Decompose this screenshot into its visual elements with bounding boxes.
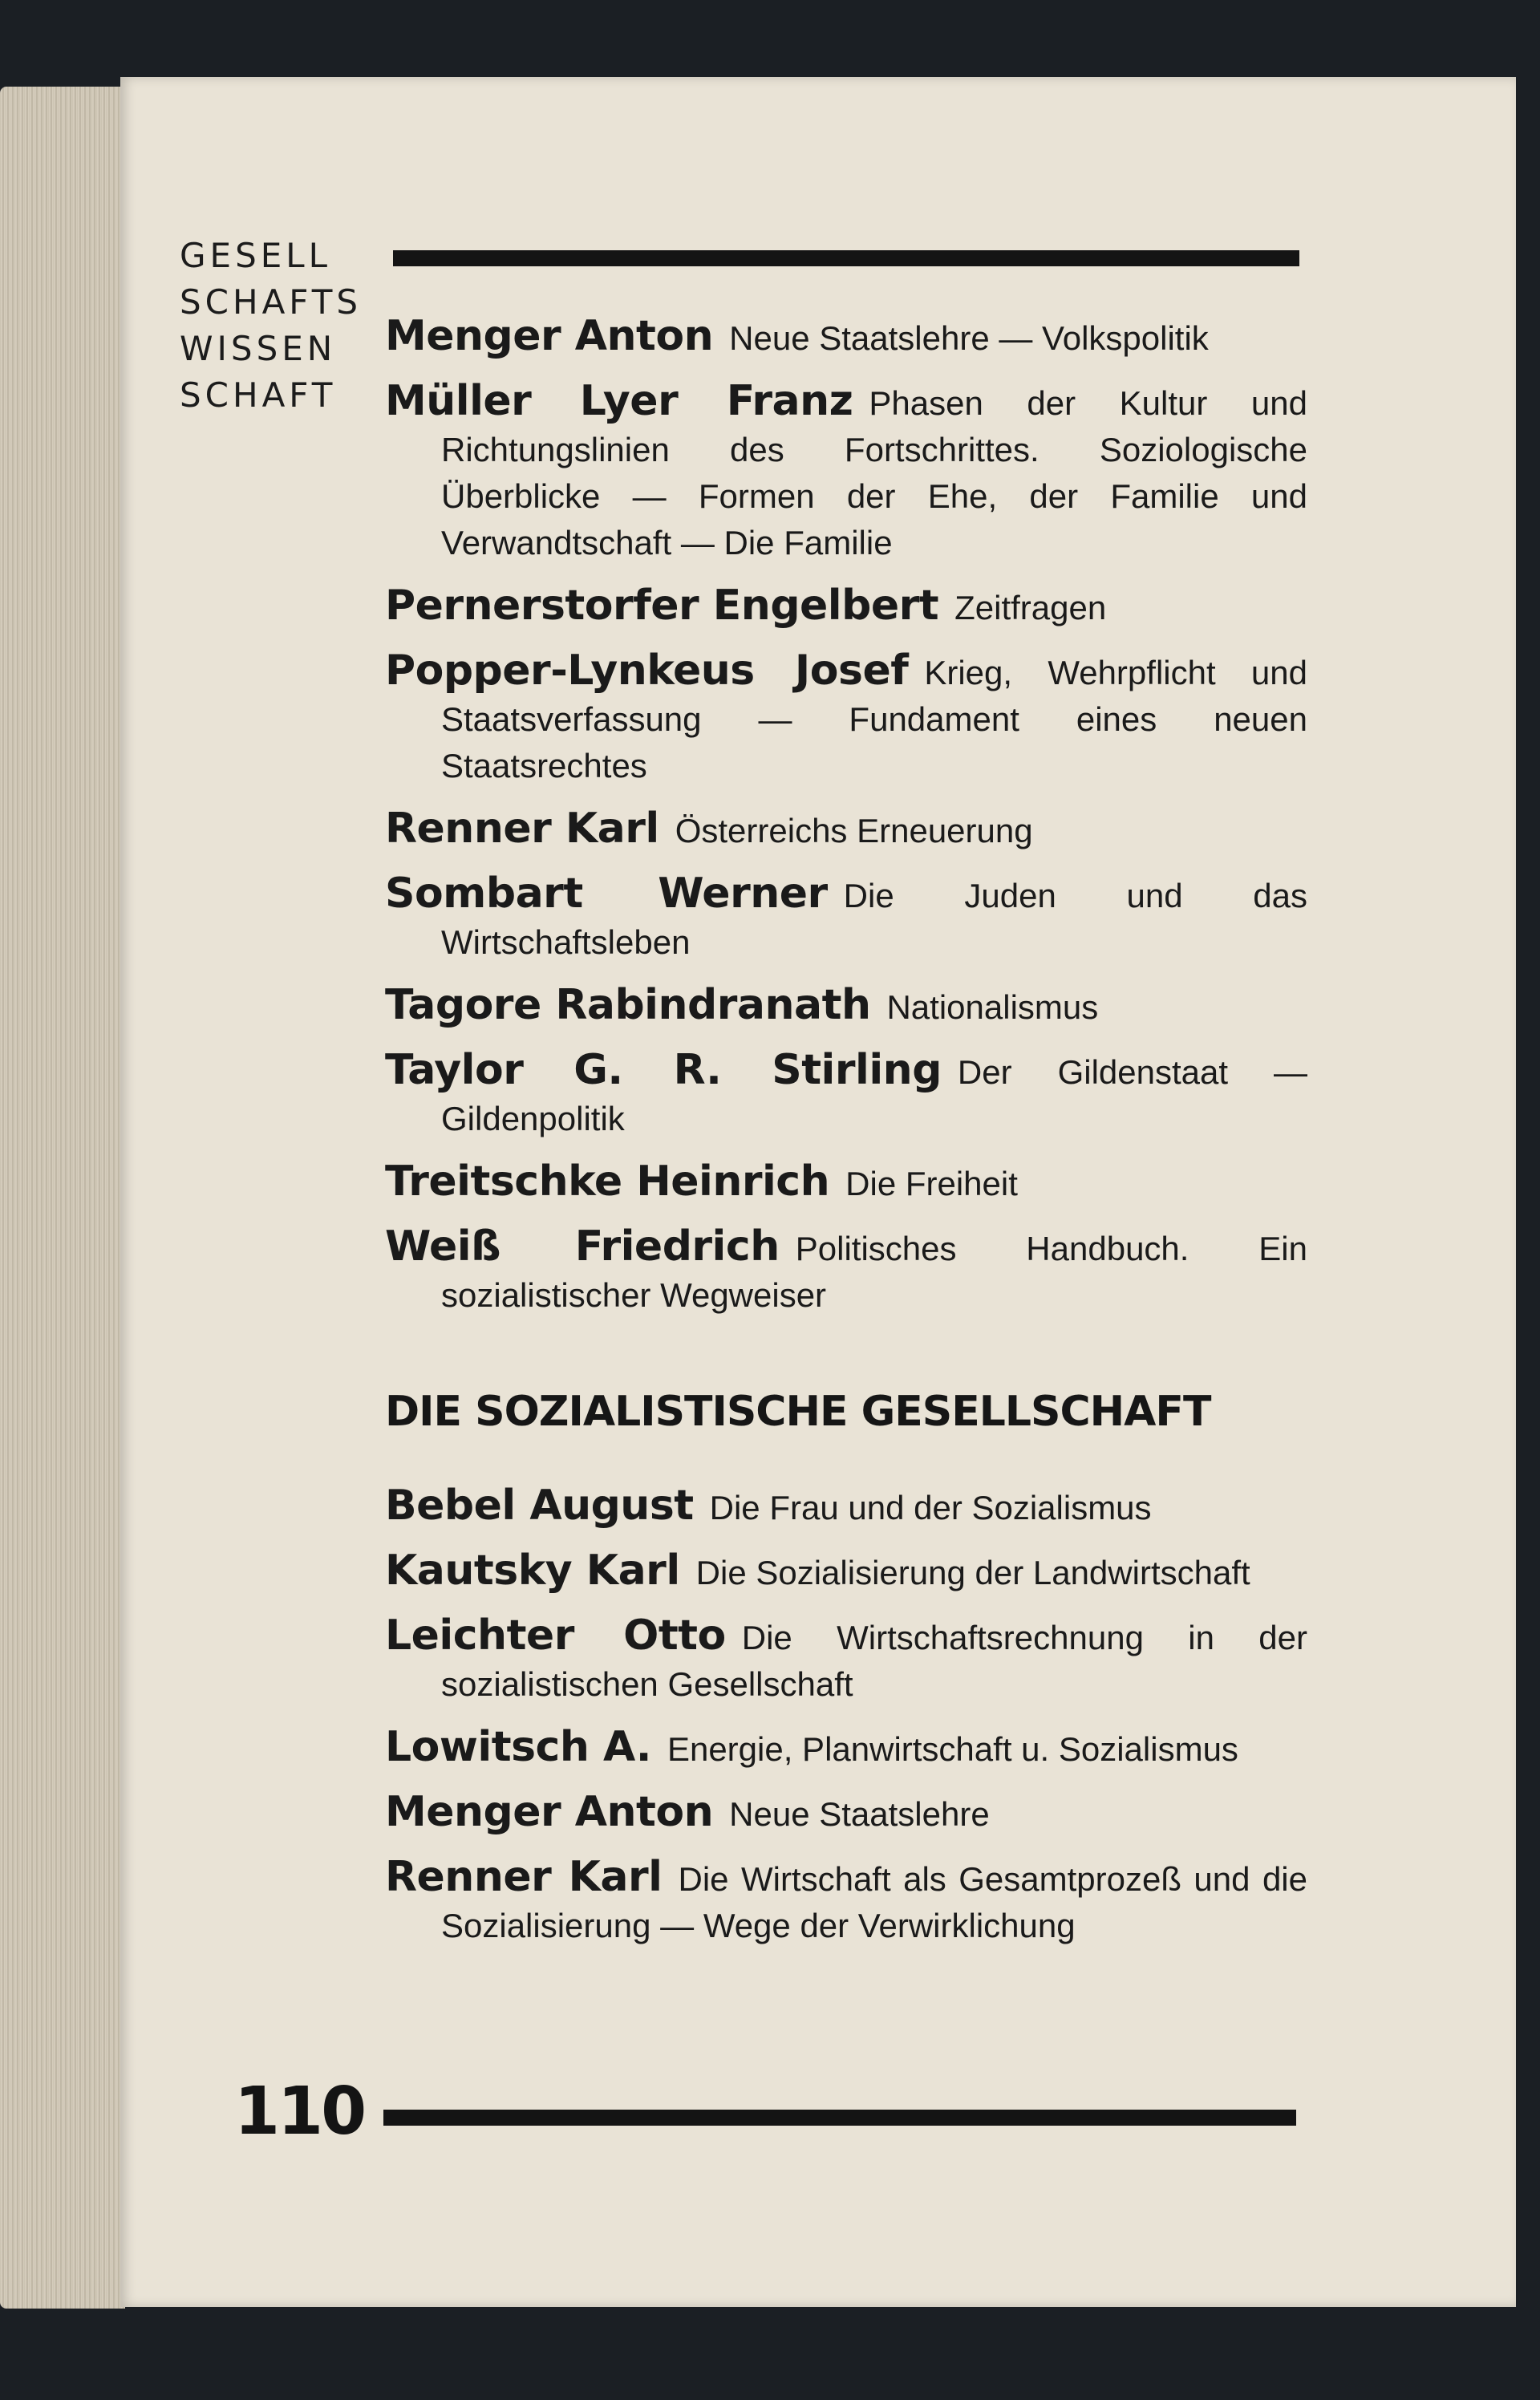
entry-author: Menger Anton [385, 1788, 714, 1836]
list-item [385, 805, 1307, 854]
entry-works: Die Freiheit [845, 1165, 1018, 1202]
entry-works: Krieg, Wehrpflicht und Staatsverfassung — Fundament eines neuen Staatsrechtes [441, 654, 1307, 784]
entry-author: Popper-Lynkeus Josef [385, 647, 909, 695]
list-item [385, 1047, 1307, 1142]
entry-author: Renner Karl [385, 805, 659, 853]
entry-author: Leichter Otto [385, 1611, 726, 1660]
entry-author: Treitschke Heinrich [385, 1157, 830, 1206]
entry-works: Politisches Handbuch. Ein sozialistischer Wegweiser [441, 1230, 1307, 1314]
bibliography-list [385, 313, 1307, 1965]
entry-author: Lowitsch A. [385, 1723, 651, 1771]
entry-works: Die Wirtschaftsrechnung in der sozialistischen Gesellschaft [441, 1619, 1307, 1703]
entry-works: Die Juden und das Wirtschaftsleben [441, 877, 1307, 961]
list-item [385, 313, 1307, 362]
book-page-edges [0, 87, 125, 2309]
entry-author: Renner Karl [385, 1853, 663, 1901]
entry-author: Tagore Rabindranath [385, 981, 871, 1029]
entry-author: Taylor G. R. Stirling [385, 1046, 942, 1094]
bottom-rule [383, 2110, 1296, 2126]
section-label [180, 233, 362, 419]
section-heading: DIE SOZIALISTISCHE GESELLSCHAFT [385, 1388, 1211, 1436]
page-number: 110 [234, 2074, 365, 2150]
list-item [385, 1223, 1307, 1319]
list-item [385, 1158, 1307, 1207]
entry-works: Zeitfragen [954, 589, 1107, 626]
list-item [385, 1854, 1307, 1949]
list-item [385, 1789, 1307, 1838]
entry-works: Der Gildenstaat — Gildenpolitik [441, 1053, 1307, 1137]
entry-works: Die Wirtschaft als Gesamtprozeß und die Sozialisierung — Wege der Verwirklichung [441, 1860, 1307, 1944]
entry-works: Neue Staatslehre — Volkspolitik [729, 319, 1209, 357]
entry-author: Müller Lyer Franz [385, 377, 853, 425]
list-item [385, 582, 1307, 631]
list-item [385, 1482, 1307, 1531]
entry-works: Österreichs Erneuerung [675, 812, 1033, 849]
list-item [385, 1724, 1307, 1773]
list-item [385, 1612, 1307, 1708]
list-item [385, 378, 1307, 566]
entry-works: Die Sozialisierung der Landwirtschaft [695, 1554, 1250, 1591]
entry-author: Bebel August [385, 1482, 694, 1530]
list-item [385, 982, 1307, 1031]
entry-works: Neue Staatslehre [729, 1795, 990, 1833]
list-item [385, 1547, 1307, 1596]
section-label-line: WISSEN [180, 329, 337, 368]
section-label-line: GESELL [180, 236, 332, 275]
section-label-line: SCHAFT [180, 375, 337, 415]
entry-author: Weiß Friedrich [385, 1222, 780, 1271]
top-rule [393, 250, 1299, 266]
entry-works: Nationalismus [886, 988, 1099, 1026]
entry-works: Energie, Planwirtschaft u. Sozialismus [667, 1730, 1238, 1768]
entry-author: Sombart Werner [385, 870, 828, 918]
entry-author: Kautsky Karl [385, 1547, 680, 1595]
entry-works: Phasen der Kultur und Richtungslinien des Fortschrittes. Soziologische Überblicke — Formen der Ehe, der Familie und Verwandtschaft — Die Familie [441, 384, 1307, 561]
entry-author: Menger Anton [385, 312, 714, 360]
section-label-line: SCHAFTS [180, 282, 363, 322]
list-item [385, 647, 1307, 789]
entry-author: Pernerstorfer Engelbert [385, 582, 939, 630]
entry-works: Die Frau und der Sozialismus [709, 1489, 1152, 1526]
list-item [385, 870, 1307, 966]
